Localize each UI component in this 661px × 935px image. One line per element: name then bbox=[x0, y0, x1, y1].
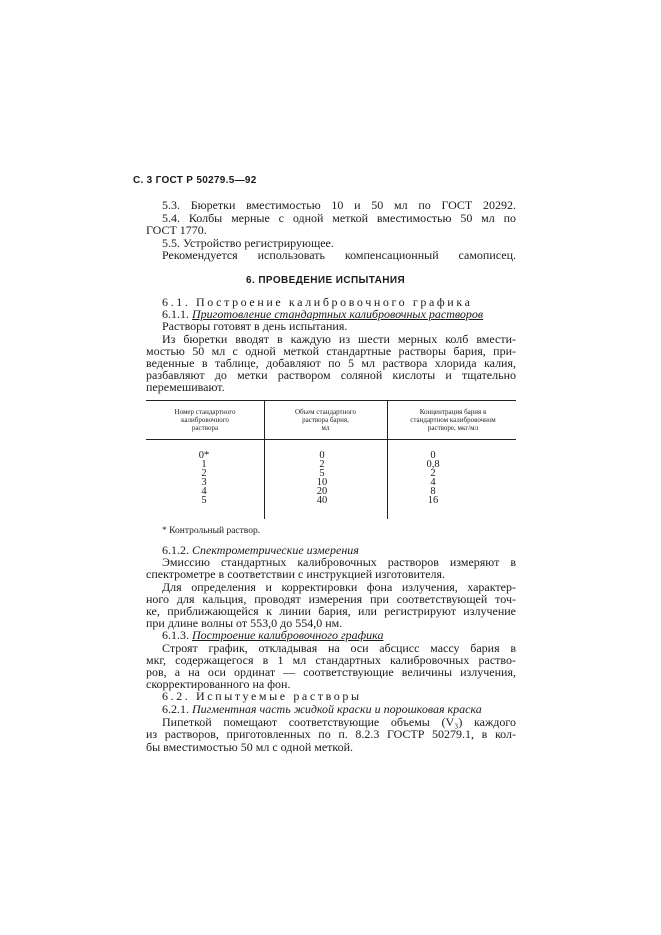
subsection-number: 6.1.3. bbox=[162, 628, 189, 642]
text-line: Пипеткой помещают соответствующие объемы (V₃) каждого bbox=[162, 715, 516, 729]
text-line: перемешивают. bbox=[146, 380, 225, 394]
table-cell: 40 bbox=[316, 495, 328, 506]
text-line: разбавляют до метки раствором соляной кислоты и тщательно bbox=[146, 368, 516, 382]
table-top-rule bbox=[146, 400, 516, 401]
table-header-rule bbox=[146, 439, 516, 440]
text-line: 5.3. Бюретки вместимостью 10 и 50 мл по ГОСТ 20292. bbox=[162, 198, 516, 212]
table-footnote: * Контрольный раствор. bbox=[162, 526, 261, 536]
text-line: 5.4. Колбы мерные с одной меткой вместимостью 50 мл по bbox=[162, 211, 516, 225]
text-line: из растворов, приготовленных по п. 8.2.3 ГОСТР 50279.1, в кол- bbox=[146, 727, 516, 741]
subsection-6-1-heading: 6.1. Построение калибровочного графика bbox=[162, 295, 473, 309]
text-line: веденные в таблице, добавляют по 5 мл раствора хлорида калия, bbox=[146, 356, 516, 370]
subsection-6-2-1-heading bbox=[162, 703, 516, 715]
text-line: Эмиссию стандартных калибровочных растворов измеряют в bbox=[162, 555, 516, 569]
text-line: скорректированного на фон. bbox=[146, 677, 291, 691]
text-line: ного для кальция, проводят измерения при соответствующей точ- bbox=[146, 592, 516, 606]
table-cell: 5 bbox=[201, 495, 207, 506]
subsection-number: 6.2.1. bbox=[162, 702, 189, 716]
table-cell: 0,8 bbox=[426, 459, 440, 470]
text-line: Для определения и корректировки фона излучения, характер- bbox=[162, 580, 516, 594]
text-line: мкг, содержащегося в 1 мл стандартных калибровочных раство- bbox=[146, 653, 516, 667]
text-line: ке, приближающейся к линии бария, или регистрируют излучение bbox=[146, 604, 516, 618]
subsection-6-1-3-heading bbox=[162, 629, 516, 641]
subsection-title: Пигментная часть жидкой краски и порошковая краска bbox=[192, 702, 482, 716]
text-line: Из бюретки вводят в каждую из шести мерных колб вмести- bbox=[162, 332, 516, 346]
text-line: при длине волны от 553,0 до 554,0 нм. bbox=[146, 616, 343, 630]
text-line: Строят график, откладывая на оси абсцисс массу бария в bbox=[162, 641, 516, 655]
table-cell: 8 bbox=[430, 486, 436, 497]
text-line: 5.5. Устройство регистрирующее. bbox=[162, 236, 334, 250]
table-header-cell: Номер стандартного калибровочного раствора bbox=[174, 408, 236, 432]
table-cell: 20 bbox=[316, 486, 328, 497]
section-title: 6. ПРОВЕДЕНИЕ ИСПЫТАНИЯ bbox=[246, 275, 406, 286]
text-line: Рекомендуется использовать компенсационный самописец. bbox=[162, 248, 516, 262]
text-line: ров, а на оси ординат — соответствующие величины излучения, bbox=[146, 665, 516, 679]
table-cell: 0 bbox=[430, 450, 436, 461]
text-line: ГОСТ 1770. bbox=[146, 223, 207, 237]
table-cell: 2 bbox=[201, 468, 207, 479]
subsection-title: Построение калибровочного графика bbox=[192, 628, 384, 642]
subsection-title: Приготовление стандартных калибровочных растворов bbox=[192, 307, 484, 321]
subsection-number: 6.1.1. bbox=[162, 307, 189, 321]
subsection-number: 6.1.2. bbox=[162, 543, 189, 557]
table-header-cell: Концентрация бария в стандартном калибровочном растворе, мкг/мл bbox=[410, 408, 496, 432]
text-line: Растворы готовят в день испытания. bbox=[162, 319, 348, 333]
table-column-divider bbox=[264, 401, 265, 519]
table-cell: 2 bbox=[319, 459, 325, 470]
table-header-cell: Объем стандартного раствора бария, мл bbox=[294, 408, 357, 432]
table-cell: 0* bbox=[198, 450, 210, 461]
table-cell: 3 bbox=[201, 477, 207, 488]
table-cell: 10 bbox=[316, 477, 328, 488]
table-cell: 2 bbox=[430, 468, 436, 479]
table-cell: 4 bbox=[201, 486, 207, 497]
table-cell: 0 bbox=[319, 450, 325, 461]
text-line: бы вместимостью 50 мл с одной меткой. bbox=[146, 740, 354, 754]
text-line: мостью 50 мл с одной меткой стандартные растворы бария, при- bbox=[146, 344, 516, 358]
text-line: спектрометре в соответствии с инструкцией изготовителя. bbox=[146, 567, 446, 581]
page-header: С. 3 ГОСТ Р 50279.5—92 bbox=[133, 175, 257, 186]
table-cell: 4 bbox=[430, 477, 436, 488]
subsection-6-2-heading: 6.2. Испытуемые растворы bbox=[162, 689, 362, 703]
table-column-divider bbox=[387, 401, 388, 519]
table-cell: 16 bbox=[427, 495, 439, 506]
table-cell: 1 bbox=[201, 459, 207, 470]
table-cell: 5 bbox=[319, 468, 325, 479]
subsection-title: Спектрометрические измерения bbox=[192, 543, 359, 557]
